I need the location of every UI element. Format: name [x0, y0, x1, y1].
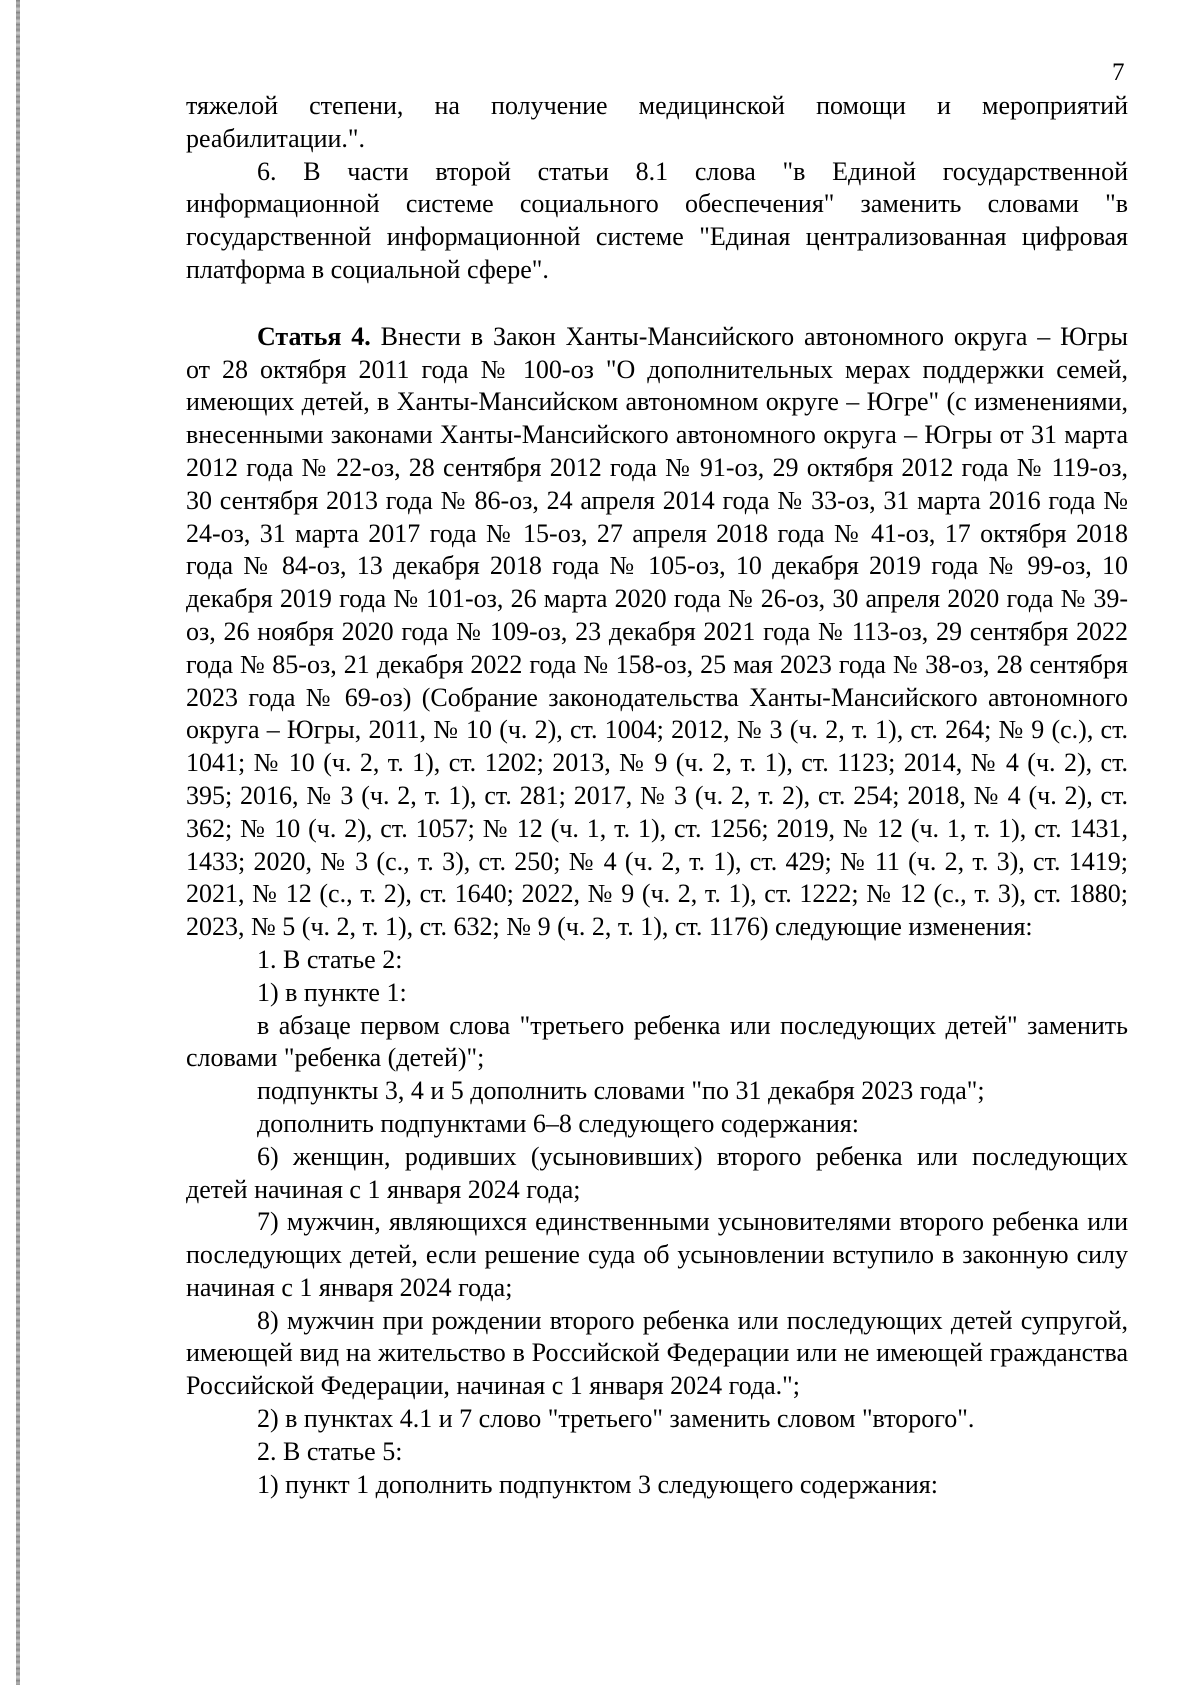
paragraph-subpoint-6: 6) женщин, родивших (усыновивших) второго ребенка или последующих детей начиная с 1 января 2024 года; — [186, 1141, 1128, 1204]
paragraph-article-4 — [186, 321, 1128, 944]
paragraph-in-article-2: 1. В статье 2: — [257, 944, 403, 974]
paragraph-subpoint-7: 7) мужчин, являющихся единственными усыновителями второго ребенка или последующих детей, если решение суда об усыновлении вступило в законную силу начиная с 1 января 2024 года; — [186, 1207, 1128, 1302]
paragraph-in-article-5: 2. В статье 5: — [257, 1436, 403, 1466]
paragraph-add-subpoints: дополнить подпунктами 6–8 следующего содержания: — [257, 1108, 859, 1138]
paragraph-first-abzac: в абзаце первом слова "третьего ребенка или последующих детей" заменить словами "ребенка (детей)"; — [186, 1010, 1128, 1073]
paragraph-in-point-1: 1) в пункте 1: — [257, 977, 407, 1007]
paragraph-subpoint-8: 8) мужчин при рождении второго ребенка или последующих детей супругой, имеющей вид на жительство в Российской Федерации или не имеющей гражданства Российской Федерации, начиная с 1 января 2024 года."; — [186, 1305, 1128, 1401]
paragraph-continuation: тяжелой степени, на получение медицинской помощи и мероприятий реабилитации.". — [186, 91, 1128, 153]
scan-edge-artifact — [16, 0, 20, 1685]
paragraph-item-6: 6. В части второй статьи 8.1 слова "в Единой государственной информационной системе социального обеспечения" заменить словами "в государственной информационной системе "Единая централизованная цифровая платформа в социальной сфере". — [186, 156, 1128, 284]
article-4-text: Внести в Закон Ханты-Мансийского автономного округа – Югры от 28 октября 2011 года № 100-оз "О дополнительных мерах поддержки семей, имеющих детей, в Ханты-Мансийском автономном округе – Югре" (с изменениями, внесенными законами Ханты-Мансийского автономного округа – Югры от 31 марта 2012 года № 22-оз, 28 сентября 2012 года № 91-оз, 29 октября 2012 года № 119-оз, 30 сентября 2013 года № 86-оз, 24 апреля 2014 года № 33-оз, 31 марта 2016 года № 24-оз, 31 марта 2017 года № 15-оз, 27 апреля 2018 года № 41-оз, 17 октября 2018 года № 84-оз, 13 декабря 2018 года № 105-оз, 10 декабря 2019 года № 99-оз, 10 декабря 2019 года № 101-оз, 26 марта 2020 года № 26-оз, 30 апреля 2020 года № 39-оз, 26 ноября 2020 года № 109-оз, 23 декабря 2021 года № 113-оз, 29 сентября 2022 года № 85-оз, 21 декабря 2022 года № 158-оз, 25 мая 2023 года № 38-оз, 28 сентября 2023 года № 69-оз) (Собрание законодательства Ханты-Мансийского автономного округа – Югры, 2011, № 10 (ч. 2), ст. 1004; 2012, № 3 (ч. 2, т. 1), ст. 264; № 9 (с.), ст. 1041; № 10 (ч. 2, т. 1), ст. 1202; 2013, № 9 (ч. 2, т. 1), ст. 1123; 2014, № 4 (ч. 2), ст. 395; 2016, № 3 (ч. 2, т. 1), ст. 281; 2017, № 3 (ч. 2, т. 2), ст. 254; 2018, № 4 (ч. 2), ст. 362; № 10 (ч. 2), ст. 1057; № 12 (ч. 1, т. 1), ст. 1256; 2019, № 12 (ч. 1, т. 1), ст. 1431, 1433; 2020, № 3 (с., т. 3), ст. 250; № 4 (ч. 2, т. 1), ст. 429; № 11 (ч. 2, т. 3), ст. 1419; 2021, № 12 (с., т. 2), ст. 1640; 2022, № 9 (ч. 2, т. 1), ст. 1222; № 12 (с., т. 3), ст. 1880; 2023, № 5 (ч. 2, т. 1), ст. 632; № 9 (ч. 2, т. 1), ст. 1176) следующие изменения: — [186, 321, 1128, 942]
page-number: 7 — [1112, 59, 1125, 86]
article-4-heading: Статья 4. — [257, 321, 371, 351]
paragraph-points-4-1-and-7: 2) в пунктах 4.1 и 7 слово "третьего" заменить словом "второго". — [257, 1404, 975, 1434]
paragraph-point-1-add: 1) пункт 1 дополнить подпунктом 3 следующего содержания: — [257, 1469, 938, 1499]
paragraph-subpoints-3-5: подпункты 3, 4 и 5 дополнить словами "по 31 декабря 2023 года"; — [257, 1076, 985, 1106]
document-body — [186, 90, 1128, 1501]
